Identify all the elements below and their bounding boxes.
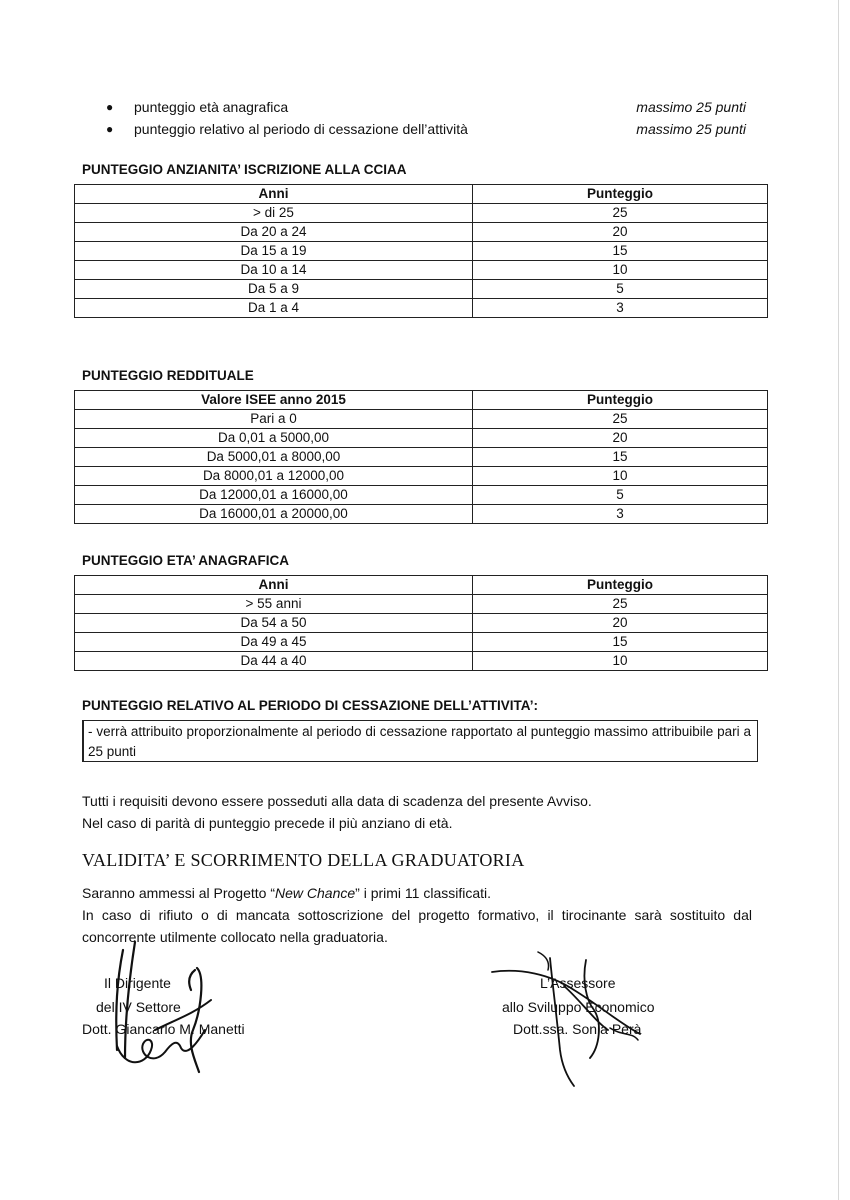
criterion-max-score: massimo 25 punti — [636, 99, 746, 115]
criterion-label: punteggio età anagrafica — [134, 99, 289, 115]
graduatoria-paragraph-2: In caso di rifiuto o di mancata sottoscrizione del progetto formativo, il tirocinante sarà sostituito dal concorrente utilmente collocato nella graduatoria. — [82, 907, 752, 945]
table-header-row — [75, 576, 768, 595]
table-cell: 25 — [473, 204, 768, 223]
table-row — [75, 595, 768, 614]
criterion-max-score: massimo 25 punti — [636, 121, 746, 137]
table-cell: Da 5 a 9 — [75, 280, 473, 299]
table-cell: Da 20 a 24 — [75, 223, 473, 242]
table-cell: 10 — [473, 652, 768, 671]
text-span: Saranno ammessi al Progetto “ — [82, 885, 275, 901]
table-row — [75, 467, 768, 486]
table-row — [75, 486, 768, 505]
signature-right-line: Dott.ssa. Sonia Perà — [513, 1021, 642, 1037]
signature-left-line: del IV Settore — [96, 999, 181, 1015]
table-row — [75, 429, 768, 448]
table-cell: 3 — [473, 299, 768, 318]
handwritten-signature-left — [95, 940, 225, 1080]
table-cell: 3 — [473, 505, 768, 524]
table-cell: Da 12000,01 a 16000,00 — [75, 486, 473, 505]
table-row — [75, 652, 768, 671]
anzianita-table — [74, 184, 768, 318]
table-cell: 5 — [473, 280, 768, 299]
bullet-icon: ● — [106, 122, 114, 136]
table-row — [75, 280, 768, 299]
column-header: Anni — [75, 576, 473, 595]
table-row — [75, 242, 768, 261]
table-cell: 25 — [473, 595, 768, 614]
eta-table — [74, 575, 768, 671]
table-header-row — [75, 391, 768, 410]
table-cell: 5 — [473, 486, 768, 505]
signature-left-line: Dott. Giancarlo M. Manetti — [82, 1021, 245, 1037]
table-row — [75, 410, 768, 429]
table-cell: Da 1 a 4 — [75, 299, 473, 318]
table-cell: > di 25 — [75, 204, 473, 223]
section-title-anzianita: PUNTEGGIO ANZIANITA’ ISCRIZIONE ALLA CCIAA — [82, 162, 407, 177]
table-row — [75, 614, 768, 633]
criteria-bullet-list — [106, 96, 746, 140]
section-title-eta: PUNTEGGIO ETA’ ANAGRAFICA — [82, 553, 290, 568]
table-cell: 20 — [473, 429, 768, 448]
table-cell: 25 — [473, 410, 768, 429]
column-header: Punteggio — [473, 576, 768, 595]
criterion-label: punteggio relativo al periodo di cessazione dell’attività — [134, 121, 468, 137]
list-item — [106, 118, 746, 140]
table-row — [75, 299, 768, 318]
text-span: ” i primi 11 classificati. — [355, 885, 492, 901]
note-parita: Nel caso di parità di punteggio precede il più anziano di età. — [82, 815, 453, 831]
table-cell: Da 0,01 a 5000,00 — [75, 429, 473, 448]
table-cell: Da 15 a 19 — [75, 242, 473, 261]
signature-left-line: Il Dirigente — [104, 975, 171, 991]
table-cell: 15 — [473, 448, 768, 467]
cessazione-box: - verrà attribuito proporzionalmente al periodo di cessazione rapportato al punteggio massimo attribuibile pari a 25 punti — [82, 720, 758, 762]
section-title-reddituale: PUNTEGGIO REDDITUALE — [82, 368, 254, 383]
column-header: Valore ISEE anno 2015 — [75, 391, 473, 410]
table-cell: Da 54 a 50 — [75, 614, 473, 633]
handwritten-signature-right — [490, 950, 660, 1090]
project-name: New Chance — [274, 885, 356, 901]
table-cell: Pari a 0 — [75, 410, 473, 429]
table-row — [75, 448, 768, 467]
column-header: Punteggio — [473, 391, 768, 410]
table-cell: 10 — [473, 467, 768, 486]
table-row — [75, 261, 768, 280]
bullet-icon: ● — [106, 100, 114, 114]
column-header: Punteggio — [473, 185, 768, 204]
table-cell: Da 10 a 14 — [75, 261, 473, 280]
table-row — [75, 633, 768, 652]
table-cell: Da 5000,01 a 8000,00 — [75, 448, 473, 467]
table-header-row — [75, 185, 768, 204]
signature-right-line: allo Sviluppo Economico — [502, 999, 655, 1015]
section-title-cessazione: PUNTEGGIO RELATIVO AL PERIODO DI CESSAZIONE DELL’ATTIVITA’: — [82, 698, 539, 713]
table-cell: Da 8000,01 a 12000,00 — [75, 467, 473, 486]
list-item — [106, 96, 746, 118]
signature-right-line: L’Assessore — [540, 975, 616, 991]
table-cell: 20 — [473, 223, 768, 242]
reddituale-table — [74, 390, 768, 524]
table-cell: 15 — [473, 633, 768, 652]
table-cell: Da 49 a 45 — [75, 633, 473, 652]
graduatoria-paragraph-1 — [82, 882, 752, 904]
table-row — [75, 204, 768, 223]
table-cell: 20 — [473, 614, 768, 633]
page-edge — [838, 0, 839, 1200]
table-cell: Da 16000,01 a 20000,00 — [75, 505, 473, 524]
column-header: Anni — [75, 185, 473, 204]
table-row — [75, 223, 768, 242]
table-row — [75, 505, 768, 524]
graduatoria-heading: VALIDITA’ E SCORRIMENTO DELLA GRADUATORIA — [82, 850, 525, 870]
table-cell: 10 — [473, 261, 768, 280]
table-cell: 15 — [473, 242, 768, 261]
note-requisiti: Tutti i requisiti devono essere posseduti alla data di scadenza del presente Avviso. — [82, 793, 592, 809]
table-cell: Da 44 a 40 — [75, 652, 473, 671]
table-cell: > 55 anni — [75, 595, 473, 614]
